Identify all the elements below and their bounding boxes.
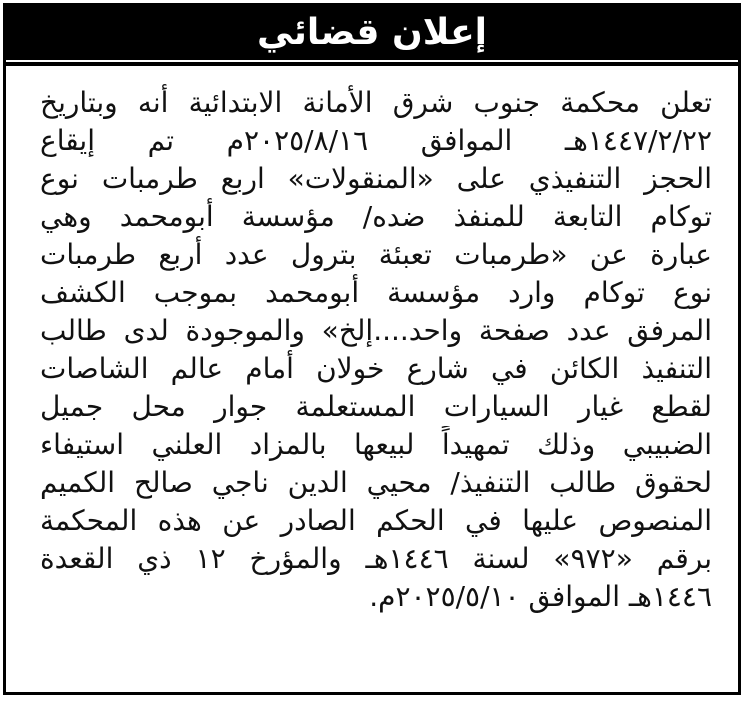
body-line: الحجز التنفيذي على «المنقولات» اربع طرمبات نوع — [40, 162, 712, 195]
body-line: تعلن محكمة جنوب شرق الأمانة الابتدائية أنه وبتاريخ — [40, 86, 712, 119]
title-bar — [6, 6, 738, 66]
body-line: ١٤٤٧/٢/٢٢هـ الموافق ٢٠٢٥/٨/١٦م تم إيقاع — [40, 124, 712, 157]
body-line: نوع توكام وارد مؤسسة أبومحمد بموجب الكشف — [40, 276, 712, 309]
body-line: المرفق عدد صفحة واحد....إلخ» والموجودة لدى طالب — [40, 314, 712, 347]
body-line: الضبيبي وذلك تمهيداً لبيعها بالمزاد العلني استيفاء — [40, 428, 712, 461]
body-line: توكام التابعة للمنفذ ضده/ مؤسسة أبومحمد وهي — [40, 200, 712, 233]
body-line: التنفيذ الكائن في شارع خولان أمام عالم الشاصات — [40, 352, 712, 385]
body-line: عبارة عن «طرمبات تعبئة بترول عدد أربع طرمبات — [40, 238, 712, 271]
judicial-notice — [3, 3, 741, 695]
body-line: لقطع غيار السيارات المستعلمة جوار محل جميل — [40, 390, 712, 423]
body-line: لحقوق طالب التنفيذ/ محيي الدين ناجي صالح الكميم — [40, 466, 712, 499]
notice-title: إعلان قضائي — [256, 12, 488, 53]
body-line: ١٤٤٦هـ الموافق ٢٠٢٥/٥/١٠م. — [369, 580, 712, 613]
body-line: برقم «٩٧٢» لسنة ١٤٤٦هـ والمؤرخ ١٢ ذي القعدة — [40, 542, 712, 575]
notice-body — [40, 84, 712, 616]
body-line: المنصوص عليها في الحكم الصادر عن هذه المحكمة — [40, 504, 712, 537]
